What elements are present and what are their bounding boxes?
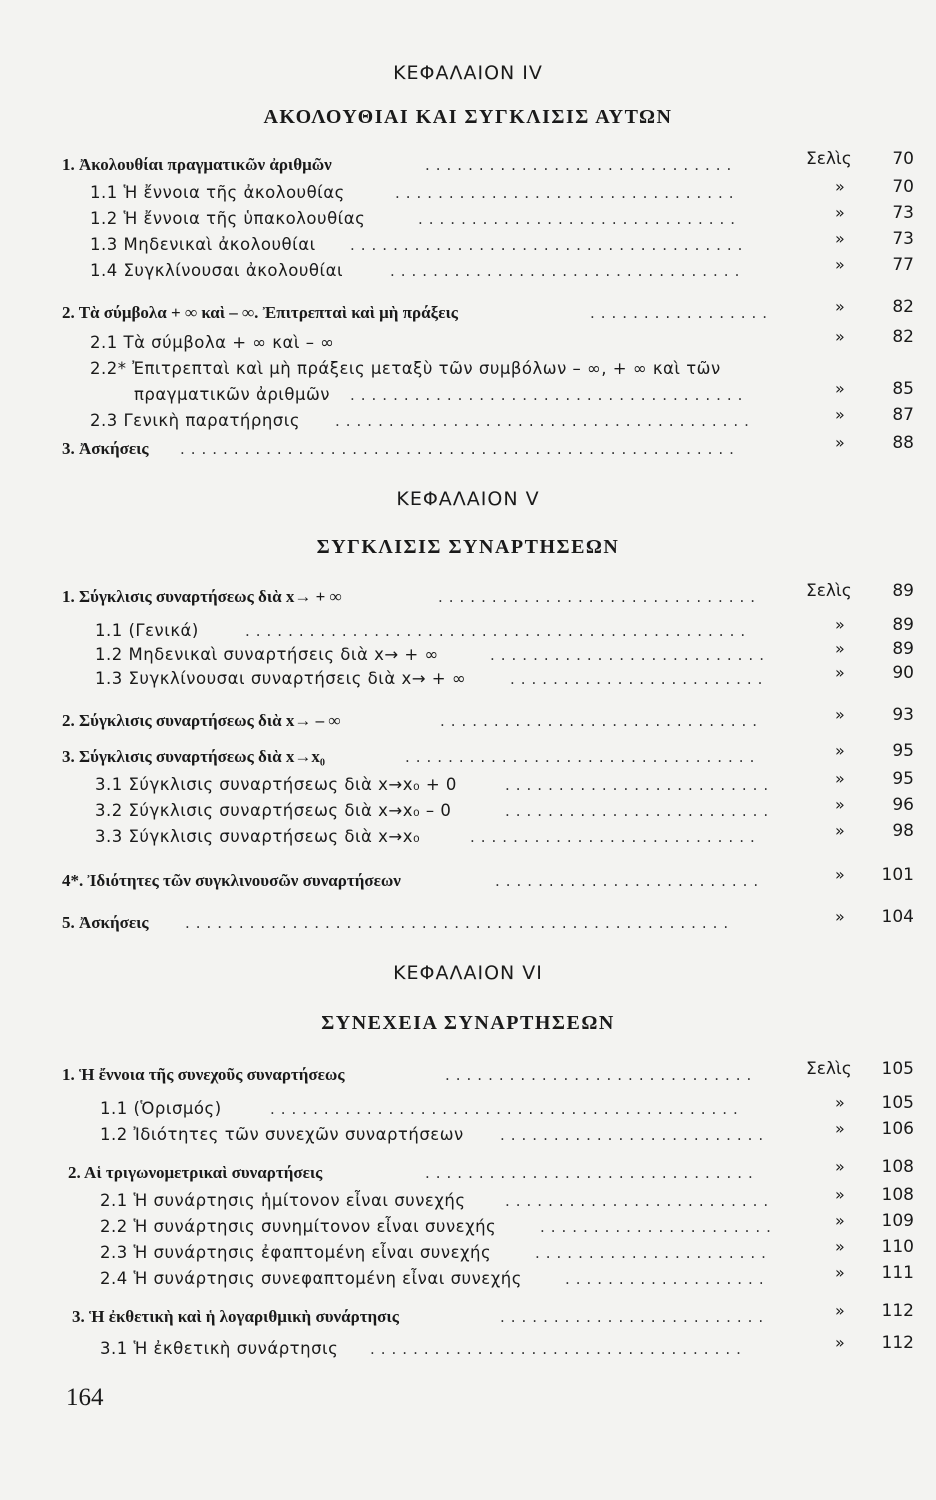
- page-number: 88: [892, 433, 914, 453]
- entry-text: 1.2 Ἡ ἔννοια τῆς ὑπακολουθίας: [90, 209, 366, 228]
- page-number: 89: [892, 615, 914, 635]
- toc-entry: [0, 255, 936, 284]
- toc-entry: [0, 203, 936, 232]
- page-marker: »: [835, 1301, 845, 1320]
- toc-entry: [0, 705, 936, 734]
- toc-entry: [0, 1301, 936, 1330]
- chapter-title: ΑΚΟΛΟΥΘΙΑΙ ΚΑΙ ΣΥΓΚΛΙΣΙΣ ΑΥΤΩΝ: [263, 106, 673, 128]
- toc-entry: [0, 1211, 936, 1240]
- page-marker: »: [835, 1263, 845, 1282]
- toc-entry: [0, 821, 936, 850]
- leader-dots: ............................................: [270, 1100, 744, 1118]
- toc-entry: [0, 1237, 936, 1266]
- toc-entry: [0, 1333, 936, 1362]
- entry-text: 1. Ἀκολουθίαι πραγματικῶν ἀριθμῶν: [62, 155, 332, 174]
- entry-text: 1.1 (Ὁρισμός): [100, 1099, 222, 1118]
- leader-dots: ...........................: [470, 828, 761, 846]
- leader-dots: ...................................: [370, 1340, 747, 1358]
- entry-text: 2. Αἱ τριγωνομετρικαὶ συναρτήσεις: [68, 1163, 323, 1182]
- page-marker: »: [835, 297, 845, 316]
- leader-dots: ...............................................: [245, 622, 752, 640]
- leader-dots: .........................: [505, 776, 775, 794]
- page-marker: »: [835, 741, 845, 760]
- page-marker: »: [835, 615, 845, 634]
- page-marker: »: [835, 821, 845, 840]
- leader-dots: .............................: [445, 1066, 758, 1084]
- toc-entry: [0, 177, 936, 206]
- page-marker: »: [835, 907, 845, 926]
- page-number: 70: [892, 149, 914, 169]
- toc-entry: [0, 615, 936, 644]
- page-marker: »: [835, 1157, 845, 1176]
- toc-entry: [0, 795, 936, 824]
- toc-entry: [0, 1119, 936, 1148]
- entry-text: 3.3 Σύγκλισις συναρτήσεως διὰ x→x₀: [95, 827, 421, 846]
- entry-text: 1.4 Συγκλίνουσαι ἀκολουθίαι: [90, 261, 344, 280]
- entry-text: 2.1 Ἡ συνάρτησις ἡμίτονον εἶναι συνεχής: [100, 1191, 466, 1210]
- toc-entry: [0, 405, 936, 434]
- page-number: 108: [881, 1157, 914, 1177]
- toc-entry: [0, 1263, 936, 1292]
- page-number: 82: [892, 297, 914, 317]
- page-marker: »: [835, 1185, 845, 1204]
- page-marker: »: [835, 177, 845, 196]
- leader-dots: .....................................: [350, 386, 749, 404]
- leader-dots: .................................: [405, 748, 761, 766]
- leader-dots: .........................: [500, 1308, 770, 1326]
- toc-entry: [0, 1059, 936, 1088]
- page-number: 101: [881, 865, 914, 885]
- page-number: 110: [881, 1237, 914, 1257]
- page-number: 104: [881, 907, 914, 927]
- page-number: 105: [881, 1093, 914, 1113]
- chapter-title: ΣΥΝΕΧΕΙΑ ΣΥΝΑΡΤΗΣΕΩΝ: [321, 1012, 615, 1034]
- page-marker: Σελὶς: [806, 581, 852, 601]
- entry-text: 3.1 Σύγκλισις συναρτήσεως διὰ x→x₀ + 0: [95, 775, 457, 794]
- page-number: 87: [892, 405, 914, 425]
- page-number: 70: [892, 177, 914, 197]
- entry-text: 2.2 Ἡ συνάρτησις συνημίτονον εἶναι συνεχής: [100, 1217, 497, 1236]
- chapter-heading: ΚΕΦΑΛΑΙΟΝ IV: [393, 62, 543, 84]
- page-marker: Σελὶς: [806, 149, 852, 169]
- leader-dots: .........................: [500, 1126, 770, 1144]
- toc-entry: [0, 907, 936, 936]
- leader-dots: .........................: [505, 802, 775, 820]
- toc-entry: [0, 769, 936, 798]
- page-marker: »: [835, 1211, 845, 1230]
- toc-entry: [0, 663, 936, 692]
- leader-dots: .................................: [390, 262, 746, 280]
- entry-text: 1.3 Συγκλίνουσαι συναρτήσεις διὰ x→ + ∞: [95, 669, 467, 688]
- chapter-title: ΣΥΓΚΛΙΣΙΣ ΣΥΝΑΡΤΗΣΕΩΝ: [316, 536, 620, 558]
- entry-text: 5. Ἀσκήσεις: [62, 913, 149, 932]
- page-marker: »: [835, 203, 845, 222]
- page-number: 89: [892, 581, 914, 601]
- entry-text: 3. Ἡ ἐκθετικὴ καὶ ἡ λογαριθμικὴ συνάρτησις: [72, 1307, 399, 1326]
- toc-entry: [0, 1157, 936, 1186]
- page-marker: »: [835, 663, 845, 682]
- toc-entry: [0, 581, 936, 610]
- toc-entry: [0, 149, 936, 178]
- toc-entry: [0, 327, 936, 356]
- entry-text: 3.1 Ἡ ἐκθετικὴ συνάρτησις: [100, 1339, 339, 1358]
- page-number: 96: [892, 795, 914, 815]
- leader-dots: ..............................: [438, 588, 762, 606]
- leader-dots: ..............................: [418, 210, 742, 228]
- toc-entry: [0, 1093, 936, 1122]
- toc-entry: [0, 865, 936, 894]
- page-marker: »: [835, 1119, 845, 1138]
- page-marker: »: [835, 1237, 845, 1256]
- leader-dots: ...................: [565, 1270, 770, 1288]
- page-marker: »: [835, 327, 845, 346]
- entry-text: 2.3 Γενικὴ παρατήρησις: [90, 411, 301, 430]
- page-marker: »: [835, 639, 845, 658]
- page-number: 111: [881, 1263, 914, 1283]
- entry-text: 2. Τὰ σύμβολα + ∞ καὶ – ∞. Ἐπιτρεπταὶ καὶ μὴ πράξεις: [62, 303, 458, 322]
- leader-dots: ................................: [395, 184, 740, 202]
- page-number: 85: [892, 379, 914, 399]
- entry-text: 1.2 Μηδενικαὶ συναρτήσεις διὰ x→ + ∞: [95, 645, 439, 664]
- page-marker: »: [835, 379, 845, 398]
- toc-entry: [0, 297, 936, 326]
- leader-dots: ...............................: [425, 1164, 759, 1182]
- entry-text: 1. Ἡ ἔννοια τῆς συνεχοῦς συναρτήσεως: [62, 1065, 345, 1084]
- leader-dots: ......................: [535, 1244, 772, 1262]
- leader-dots: ......................: [540, 1218, 777, 1236]
- leader-dots: .............................: [425, 156, 738, 174]
- entry-text: 1.1 (Γενικά): [95, 621, 199, 640]
- page-marker: »: [835, 1333, 845, 1352]
- leader-dots: ...................................................: [185, 914, 735, 932]
- page-number: 108: [881, 1185, 914, 1205]
- page-number: 82: [892, 327, 914, 347]
- page-number: 73: [892, 203, 914, 223]
- page-number: 93: [892, 705, 914, 725]
- page-marker: »: [835, 705, 845, 724]
- page-number: 90: [892, 663, 914, 683]
- toc-entry: [0, 1185, 936, 1214]
- entry-text: 2. Σύγκλισις συναρτήσεως διὰ x→ – ∞: [62, 711, 341, 730]
- page-marker: »: [835, 865, 845, 884]
- entry-text: 1.1 Ἡ ἔννοια τῆς ἀκολουθίας: [90, 183, 345, 202]
- leader-dots: .........................: [495, 872, 765, 890]
- chapter-heading: ΚΕΦΑΛΑΙΟΝ V: [396, 488, 540, 510]
- entry-text: 3. Σύγκλισις συναρτήσεως διὰ x→x₀: [62, 747, 325, 766]
- page-number: 73: [892, 229, 914, 249]
- entry-text: 1. Σύγκλισις συναρτήσεως διὰ x→ + ∞: [62, 587, 342, 606]
- page-marker: »: [835, 255, 845, 274]
- leader-dots: ..............................: [440, 712, 764, 730]
- page-marker: »: [835, 405, 845, 424]
- entry-text: 2.3 Ἡ συνάρτησις ἐφαπτομένη εἶναι συνεχής: [100, 1243, 492, 1262]
- toc-entry: [0, 639, 936, 668]
- page-number: 112: [881, 1301, 914, 1321]
- page-marker: »: [835, 769, 845, 788]
- toc-entry: [0, 741, 936, 770]
- toc-entry: [0, 356, 936, 382]
- leader-dots: .......................................: [335, 412, 755, 430]
- entry-text: 2.2* Ἐπιτρεπταὶ καὶ μὴ πράξεις μεταξὺ τῶν συμβόλων – ∞, + ∞ καὶ τῶν: [90, 359, 721, 378]
- leader-dots: ....................................................: [180, 440, 740, 458]
- page-marker: »: [835, 229, 845, 248]
- page-number: 95: [892, 769, 914, 789]
- page-marker: »: [835, 795, 845, 814]
- page-number: 89: [892, 639, 914, 659]
- leader-dots: .....................................: [350, 236, 749, 254]
- page-number: 105: [881, 1059, 914, 1079]
- page-number: 77: [892, 255, 914, 275]
- leader-dots: ........................: [510, 670, 769, 688]
- entry-text: 3. Ἀσκήσεις: [62, 439, 149, 458]
- chapter-heading: ΚΕΦΑΛΑΙΟΝ VI: [393, 962, 543, 984]
- page-number-footer: 164: [66, 1384, 104, 1411]
- entry-text: 2.1 Τὰ σύμβολα + ∞ καὶ – ∞: [90, 333, 335, 352]
- page-number: 112: [881, 1333, 914, 1353]
- leader-dots: .................: [590, 304, 774, 322]
- page-number: 106: [881, 1119, 914, 1139]
- toc-entry: [0, 433, 936, 462]
- leader-dots: .........................: [505, 1192, 775, 1210]
- page-marker: »: [835, 1093, 845, 1112]
- toc-entry: [0, 379, 936, 408]
- entry-text: 4*. Ἰδιότητες τῶν συγκλινουσῶν συναρτήσεων: [62, 871, 401, 890]
- entry-text: 3.2 Σύγκλισις συναρτήσεως διὰ x→x₀ – 0: [95, 801, 452, 820]
- page-number: 98: [892, 821, 914, 841]
- entry-text: 2.4 Ἡ συνάρτησις συνεφαπτομένη εἶναι συνεχής: [100, 1269, 522, 1288]
- toc-entry: [0, 229, 936, 258]
- entry-text: πραγματικῶν ἀριθμῶν: [134, 385, 331, 404]
- entry-text: 1.3 Μηδενικαὶ ἀκολουθίαι: [90, 235, 316, 254]
- entry-text: 1.2 Ἰδιότητες τῶν συνεχῶν συναρτήσεων: [100, 1125, 464, 1144]
- page-number: 109: [881, 1211, 914, 1231]
- page-marker: »: [835, 433, 845, 452]
- page-number: 95: [892, 741, 914, 761]
- leader-dots: ..........................: [490, 646, 770, 664]
- page-marker: Σελὶς: [806, 1059, 852, 1079]
